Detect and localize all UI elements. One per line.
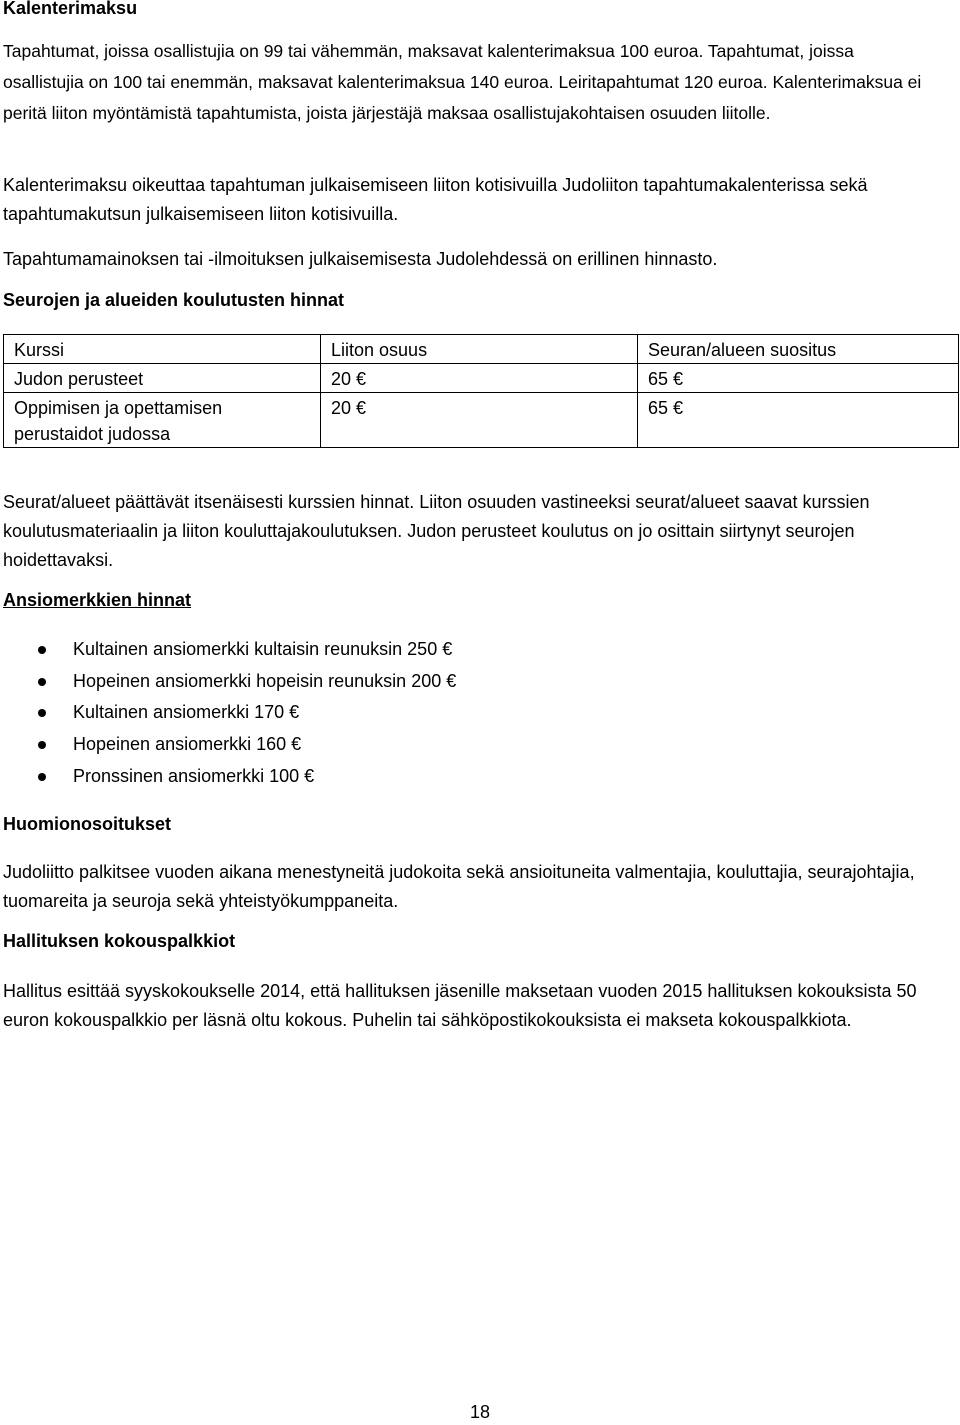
table-cell: Oppimisen ja opettamisen perustaidot judossa — [4, 393, 321, 448]
column-header: Seuran/alueen suositus — [638, 335, 959, 364]
list-item — [0, 666, 456, 698]
column-header: Kurssi — [4, 335, 321, 364]
kalenterimaksu-heading: Kalenterimaksu — [3, 0, 138, 18]
table-row — [4, 393, 959, 448]
bullet-icon — [38, 773, 46, 781]
course-fee-table — [3, 334, 959, 448]
page-number: 18 — [469, 1402, 491, 1422]
column-header: Liiton osuus — [321, 335, 638, 364]
list-item-text: Hopeinen ansiomerkki hopeisin reunuksin 200 € — [73, 670, 457, 691]
table-cell: 20 € — [321, 364, 638, 393]
kurssi-note-paragraph: Seurat/alueet päättävät itsenäisesti kurssien hinnat. Liiton osuuden vastineeksi seurat/alueet saavat kurssien koulutusmateriaalin ja liiton kouluttajakoulutuksen. Judon perusteet koulutus on jo osittain siirtynyt seurojen hoidettavaksi. — [3, 492, 870, 570]
bullet-icon — [38, 709, 46, 717]
table-cell: 65 € — [638, 393, 959, 448]
kokouspalkkiot-paragraph: Hallitus esittää syyskokoukselle 2014, että hallituksen jäsenille maksetaan vuoden 2015 hallituksen kokouksista 50 euron kokouspalkkio per läsnä oltu kokous. Puhelin tai sähköpostikokouksista ei makseta kokouspalkkiota. — [3, 981, 917, 1030]
julkaisu-paragraph: Kalenterimaksu oikeuttaa tapahtuman julkaisemiseen liiton kotisivuilla Judoliiton tapahtumakalenterissa sekä tapahtumakutsun julkaisemiseen liiton kotisivuilla. — [3, 175, 868, 224]
table-header-row — [4, 335, 959, 364]
bullet-icon — [38, 646, 46, 654]
list-item — [0, 634, 456, 666]
list-item — [0, 729, 456, 761]
mainos-paragraph: Tapahtumamainoksen tai -ilmoituksen julkaisemisesta Judolehdessä on erillinen hinnasto. — [3, 249, 718, 269]
kalenterimaksu-paragraph: Tapahtumat, joissa osallistujia on 99 tai vähemmän, maksavat kalenterimaksua 100 euroa. Tapahtumat, joissa osallistujia on 100 tai enemmän, maksavat kalenterimaksua 140 euroa. Leiritapahtumat 120 euroa. Kalenterimaksua ei peritä liiton myöntämistä tapahtumista, joista järjestäjä maksaa osallistujakohtaisen osuuden liitolle. — [3, 41, 922, 123]
list-item-text: Kultainen ansiomerkki kultaisin reunuksin 250 € — [73, 639, 453, 659]
medal-price-list — [0, 634, 456, 792]
list-item — [0, 697, 456, 729]
list-item-text: Hopeinen ansiomerkki 160 € — [73, 734, 302, 755]
list-item — [0, 761, 456, 793]
table-cell: 20 € — [321, 393, 638, 448]
list-item-text: Kultainen ansiomerkki 170 € — [73, 702, 300, 723]
huomionosoitukset-paragraph: Judoliitto palkitsee vuoden aikana menestyneitä judokoita sekä ansioituneita valmentajia, kouluttajia, seurajohtajia, tuomareita ja seuroja sekä yhteistyökumppaneita. — [3, 862, 915, 911]
kokouspalkkiot-heading: Hallituksen kokouspalkkiot — [3, 931, 236, 951]
koulutukset-heading: Seurojen ja alueiden koulutusten hinnat — [3, 290, 345, 310]
list-item-text: Pronssinen ansiomerkki 100 € — [73, 765, 315, 786]
bullet-icon — [38, 678, 46, 686]
ansiomerkit-heading: Ansiomerkkien hinnat — [3, 590, 192, 610]
table-row — [4, 364, 959, 393]
bullet-icon — [38, 741, 46, 749]
table-cell: 65 € — [638, 364, 959, 393]
huomionosoitukset-heading: Huomionosoitukset — [3, 814, 172, 834]
table-cell: Judon perusteet — [4, 364, 321, 393]
